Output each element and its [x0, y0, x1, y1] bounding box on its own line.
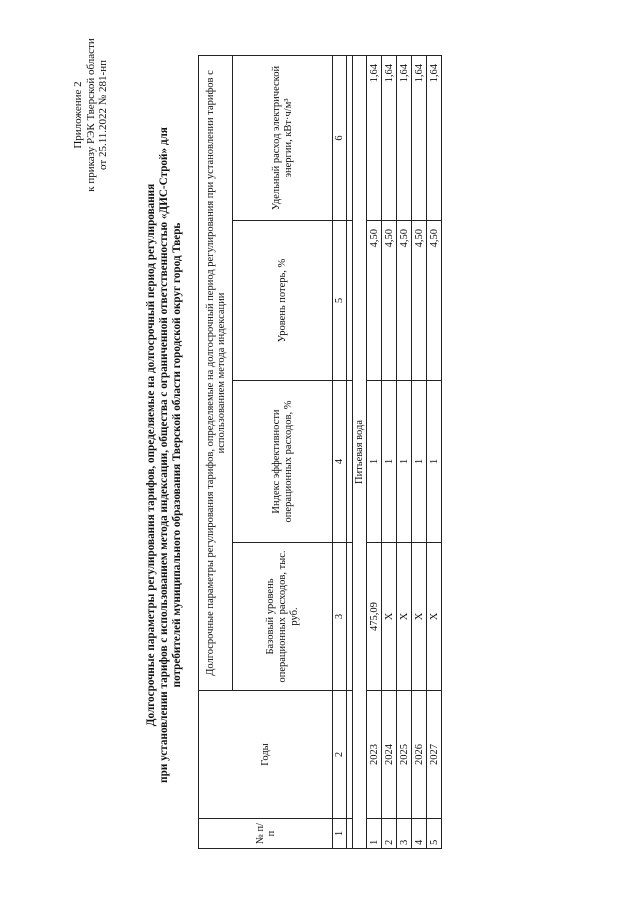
row-efficiency-index: 1	[427, 381, 442, 543]
row-energy-consumption: 1,64	[382, 55, 397, 220]
row-base-opex: Х	[397, 543, 412, 691]
header-loss-level: Уровень потерь, %	[233, 221, 333, 381]
table-row	[382, 55, 397, 848]
appendix-line-2: к приказу РЭК Тверской области	[84, 38, 97, 192]
row-energy-consumption: 1,64	[367, 55, 382, 220]
row-base-opex: 475,09	[367, 543, 382, 691]
table-row	[427, 55, 442, 848]
appendix-line-1: Приложение 2	[72, 81, 84, 149]
column-index: 4	[333, 381, 347, 543]
row-number: 3	[397, 819, 412, 849]
column-index: 5	[333, 221, 347, 381]
header-energy-consumption: Удельный расход электрической энергии, кВт·ч/м³	[233, 55, 333, 220]
title-line-2: при установлении тарифов с использованием метода индексации, общества с ограниченной ответственностью «ДИС-Строй» для	[158, 127, 170, 783]
row-efficiency-index: 1	[367, 381, 382, 543]
row-year: 2026	[412, 691, 427, 819]
row-base-opex: Х	[412, 543, 427, 691]
row-year: 2023	[367, 691, 382, 819]
row-loss-level: 4,50	[382, 221, 397, 381]
header-years: Годы	[199, 691, 333, 819]
row-base-opex: Х	[427, 543, 442, 691]
appendix-line-3: от 25.11.2022 № 281-нп	[97, 60, 109, 170]
table-row	[367, 55, 382, 848]
row-year: 2024	[382, 691, 397, 819]
row-efficiency-index: 1	[412, 381, 427, 543]
header-number: № п/п	[199, 819, 333, 849]
table-row	[397, 55, 412, 848]
title-line-1: Долгосрочные параметры регулирования тарифов, определяемые на долгосрочный период регулирования	[145, 183, 157, 727]
row-year: 2025	[397, 691, 412, 819]
row-efficiency-index: 1	[397, 381, 412, 543]
section-title: Питьевая вода	[353, 55, 367, 848]
column-index: 3	[333, 543, 347, 691]
row-base-opex: Х	[382, 543, 397, 691]
appendix-block	[72, 25, 110, 205]
table-row	[412, 55, 427, 848]
row-efficiency-index: 1	[382, 381, 397, 543]
row-number: 5	[427, 819, 442, 849]
column-index: 6	[333, 55, 347, 220]
row-loss-level: 4,50	[397, 221, 412, 381]
row-loss-level: 4,50	[427, 221, 442, 381]
row-number: 4	[412, 819, 427, 849]
header-efficiency-index: Индекс эффективности операционных расходов, %	[233, 381, 333, 543]
section-row	[353, 55, 367, 848]
row-number: 1	[367, 819, 382, 849]
parameters-table	[198, 55, 442, 849]
column-index: 1	[333, 819, 347, 849]
header-base-opex: Базовый уровень операционных расходов, тыс. руб.	[233, 543, 333, 691]
column-index-row	[333, 55, 347, 848]
row-loss-level: 4,50	[367, 221, 382, 381]
row-year: 2027	[427, 691, 442, 819]
header-group: Долгосрочные параметры регулирования тарифов, определяемые на долгосрочный период регулирования при установлении тарифов с использованием метода индексации	[199, 55, 233, 690]
row-energy-consumption: 1,64	[412, 55, 427, 220]
title-line-3: потребителей муниципального образования Тверской области городской округ город Тверь	[171, 222, 183, 688]
row-loss-level: 4,50	[412, 221, 427, 381]
row-energy-consumption: 1,64	[427, 55, 442, 220]
row-number: 2	[382, 819, 397, 849]
row-energy-consumption: 1,64	[397, 55, 412, 220]
column-index: 2	[333, 691, 347, 819]
document-title	[145, 95, 184, 815]
